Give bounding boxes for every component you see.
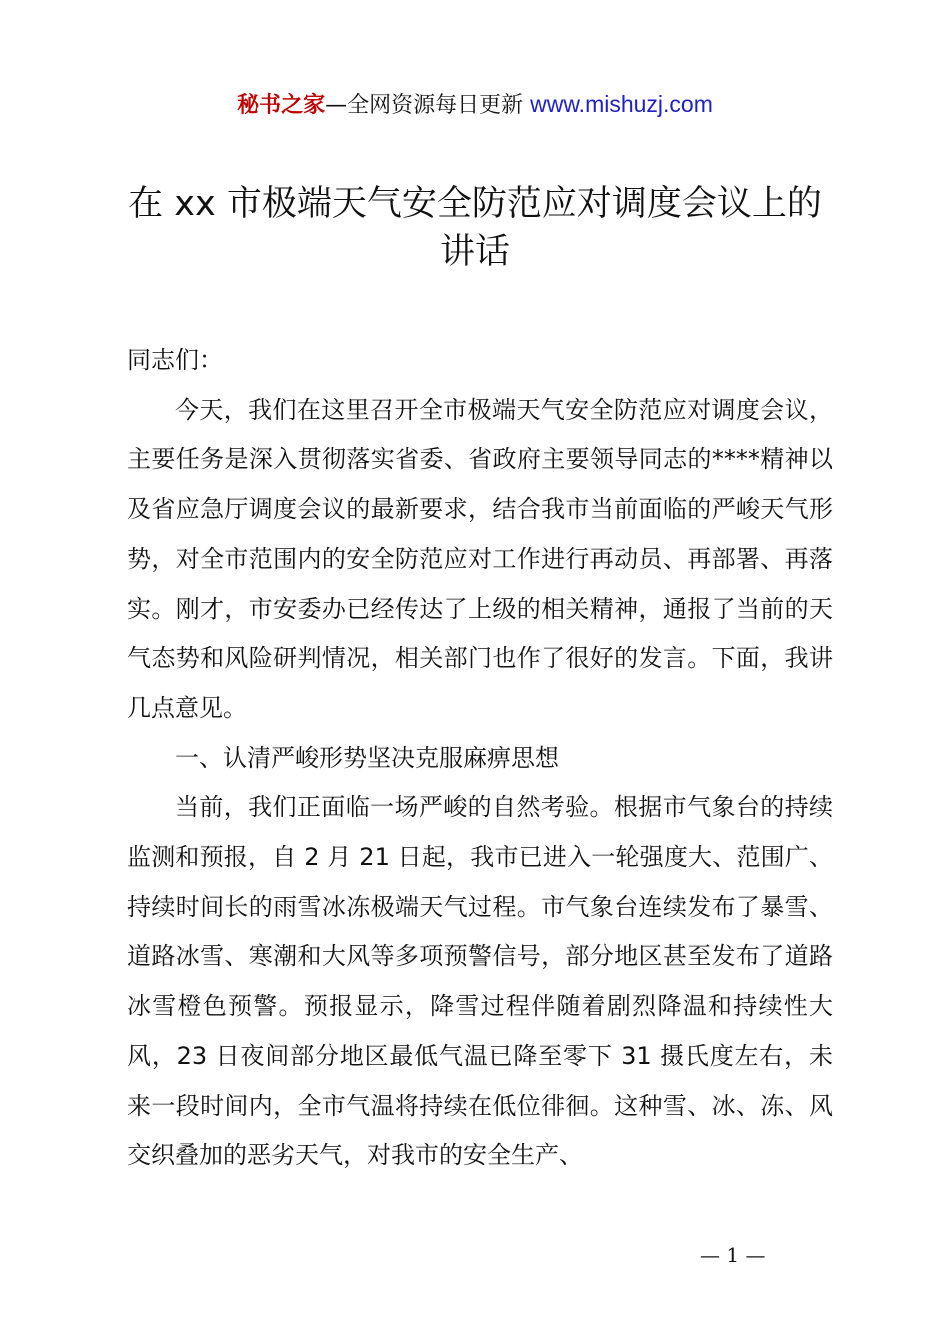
paragraph-situation: 当前，我们正面临一场严峻的自然考验。根据市气象台的持续监测和预报，自 2 月 21 日起，我市已进入一轮强度大、范围广、持续时间长的雨雪冰冻极端天气过程。市气象台连续发布了暴雪、道路冰雪、寒潮和大风等多项预警信号，部分地区甚至发布了道路冰雪橙色预警。预报显示，降雪过程伴随着剧烈降温和持续性大风，23 日夜间部分地区最低气温已降至零下 31 摄氏度左右，未来一段时间内，全市气温将持续在低位徘徊。这种雪、冰、冻、风交织叠加的恶劣天气，对我市的安全生产、 [127,793,833,1170]
page-number: — 1 — [700,1243,766,1267]
document-body [127,336,833,1181]
site-url-link[interactable]: www.mishuzj.com [530,91,713,117]
site-header [0,86,950,124]
salutation: 同志们： [127,346,223,374]
section-heading-1: 一、认清严峻形势坚决克服麻痹思想 [175,743,559,772]
document-title [60,180,890,276]
title-line-2: 讲话 [439,232,510,272]
header-tagline: —全网资源每日更新 [325,93,531,118]
title-line-1: 在 xx 市极端天气安全防范应对调度会议上的 [128,184,822,224]
brand-name: 秘书之家 [237,93,326,118]
paragraph-intro: 今天，我们在这里召开全市极端天气安全防范应对调度会议，主要任务是深入贯彻落实省委、省政府主要领导同志的****精神以及省应急厅调度会议的最新要求，结合我市当前面临的严峻天气形势，对全市范围内的安全防范应对工作进行再动员、再部署、再落实。刚才，市安委办已经传达了上级的相关精神，通报了当前的天气态势和风险研判情况，相关部门也作了很好的发言。下面，我讲几点意见。 [127,395,833,722]
